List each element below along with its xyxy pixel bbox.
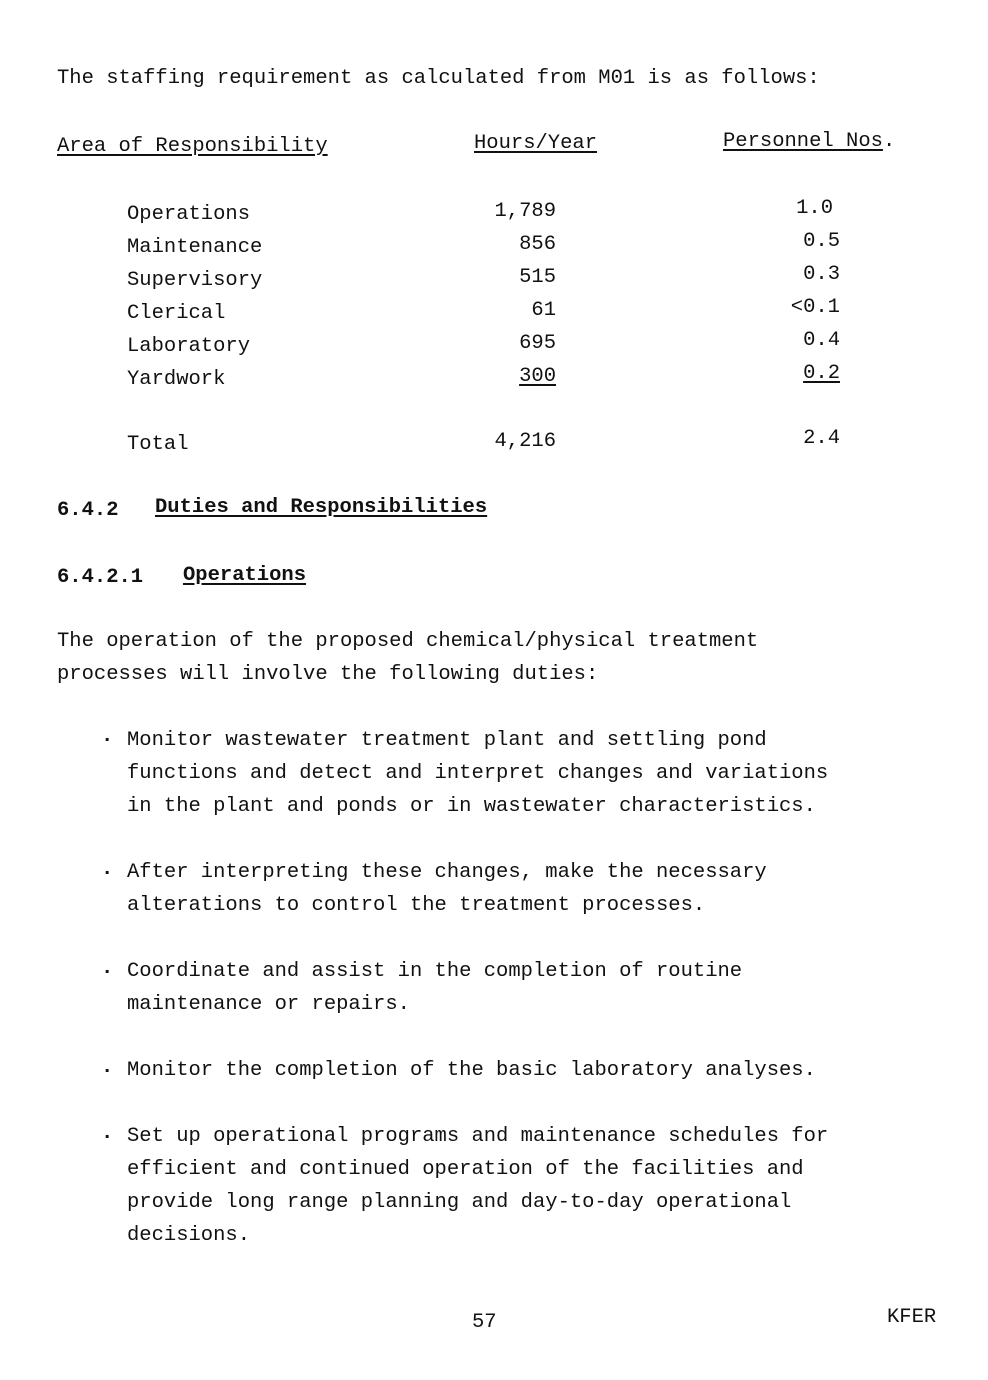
bullet-icon: · xyxy=(101,862,114,885)
row-area: Maintenance xyxy=(127,236,263,259)
header-hours: Hours/Year xyxy=(474,132,598,155)
document-code: KFER xyxy=(887,1306,937,1329)
row-personnel: 0.4 xyxy=(803,329,840,352)
row-personnel: <0.1 xyxy=(790,296,840,319)
row-area: Supervisory xyxy=(127,269,263,292)
bullet-line: functions and detect and interpret changes and variations xyxy=(127,762,829,785)
section-title: Duties and Responsibilities xyxy=(155,496,488,519)
row-personnel: 1.0 xyxy=(796,197,833,220)
row-hours: 515 xyxy=(519,266,556,289)
intro-text: The staffing requirement as calculated from M01 is as follows: xyxy=(57,67,820,90)
row-personnel: 0.5 xyxy=(803,230,840,253)
total-label: Total xyxy=(127,433,189,456)
page-number: 57 xyxy=(472,1311,497,1334)
row-hours: 695 xyxy=(519,332,556,355)
bullet-line: decisions. xyxy=(127,1224,251,1247)
section-number: 6.4.2 xyxy=(57,499,119,522)
row-area: Laboratory xyxy=(127,335,251,358)
header-personnel xyxy=(723,125,895,158)
bullet-line: efficient and continued operation of the facilities and xyxy=(127,1158,804,1181)
paragraph-line-2: processes will involve the following duties: xyxy=(57,663,599,686)
bullet-line: Monitor wastewater treatment plant and settling pond xyxy=(127,729,767,752)
bullet-line: maintenance or repairs. xyxy=(127,993,410,1016)
header-area: Area of Responsibility xyxy=(57,135,328,158)
bullet-icon: · xyxy=(101,729,114,752)
bullet-line: provide long range planning and day-to-day operational xyxy=(127,1191,792,1214)
bullet-line: in the plant and ponds or in wastewater characteristics. xyxy=(127,795,816,818)
bullet-icon: · xyxy=(101,961,114,984)
bullet-line: alterations to control the treatment processes. xyxy=(127,894,706,917)
total-hours: 4,216 xyxy=(494,430,556,453)
row-hours: 61 xyxy=(531,299,556,322)
header-personnel-period: . xyxy=(882,130,896,153)
bullet-line: Monitor the completion of the basic laboratory analyses. xyxy=(127,1059,816,1082)
subsection-number: 6.4.2.1 xyxy=(57,566,144,589)
paragraph-line-1: The operation of the proposed chemical/physical treatment xyxy=(57,630,759,653)
header-personnel-label: Personnel Nos xyxy=(723,130,883,153)
bullet-line: Set up operational programs and maintenance schedules for xyxy=(127,1125,829,1148)
bullet-icon: · xyxy=(101,1060,114,1083)
bullet-icon: · xyxy=(101,1126,114,1149)
row-hours: 1,789 xyxy=(494,200,556,223)
bullet-line: After interpreting these changes, make the necessary xyxy=(127,861,767,884)
row-area: Operations xyxy=(127,203,251,226)
subsection-title: Operations xyxy=(183,564,307,587)
bullet-line: Coordinate and assist in the completion of routine xyxy=(127,960,743,983)
row-personnel: 0.3 xyxy=(803,263,840,286)
row-hours: 300 xyxy=(519,365,556,388)
row-area: Clerical xyxy=(127,302,226,325)
row-personnel: 0.2 xyxy=(803,362,840,385)
row-area: Yardwork xyxy=(127,368,226,391)
total-personnel: 2.4 xyxy=(803,427,840,450)
row-hours: 856 xyxy=(519,233,556,256)
